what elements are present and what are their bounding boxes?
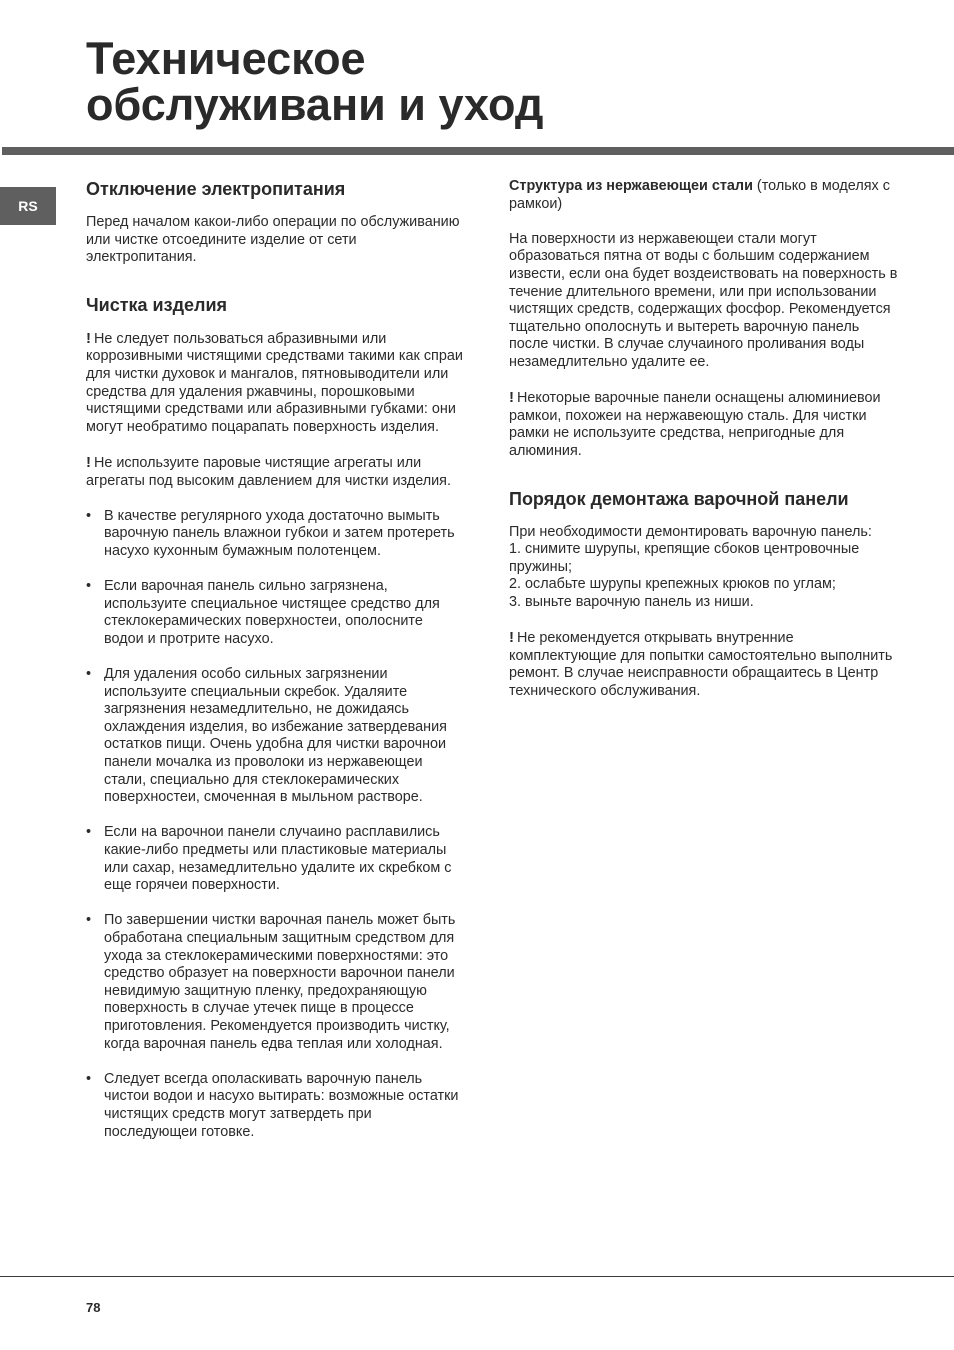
warning-repair-text: Не рекомендуется открывать внутренние комплектующие для попытки самостоятельно выполнить ремонт. В случае неисправности обращаитесь в Центр технического обслуживания.	[509, 630, 893, 699]
section-cleaning-heading: Чистка изделия	[86, 294, 228, 315]
warning-icon: !	[509, 629, 514, 647]
list-item-text: По завершении чистки варочная панель может быть обработана специальным защитным средством для ухода за стеклокерамическими поверхностями: это средство образует на поверхности варочнои панели невидимую защитную пленку, предохраняющую поверхность в случае утечек пище в процессе приготовления. Рекомендуется производить чистку, когда варочная панель едва теплая или холодная.	[104, 912, 456, 1052]
list-item-text: Если варочная панель сильно загрязнена, используите специальное чистящее средство для стеклокерамических поверхностеи, ополосните водои и протрите насухо.	[104, 578, 440, 647]
list-item	[86, 666, 466, 807]
bullet-icon: •	[86, 824, 92, 841]
section-power-off-text: Перед началом какои-либо операции по обслуживанию или чистке отсоедините изделие от сети электропитания.	[86, 214, 460, 266]
header-divider-bar	[2, 147, 954, 155]
bullet-icon: •	[86, 912, 92, 929]
page-title	[86, 33, 544, 130]
list-item	[86, 1071, 466, 1141]
bullet-icon: •	[86, 507, 92, 524]
bullet-icon: •	[86, 578, 92, 595]
list-item-text: Следует всегда ополаскивать варочную панель чистои водои и насухо вытирать: возможные остатки чистящих средств могут затвердеть при последующеи готовке.	[104, 1070, 459, 1140]
warning-icon: !	[509, 389, 514, 407]
cleaning-tips-list	[86, 508, 466, 1141]
page-number: 78	[86, 1300, 101, 1315]
list-item	[86, 578, 466, 648]
bullet-icon: •	[86, 1070, 92, 1087]
removal-step: 1. снимите шурупы, крепящие сбоков центровочные пружины;	[509, 541, 860, 575]
list-item	[86, 912, 466, 1053]
page-title-line-1: Техническое	[86, 33, 366, 84]
list-item	[86, 508, 466, 561]
list-item-text: Для удаления особо сильных загрязнении используите специальныи скребок. Удаляите загрязнения незамедлительно, не дожидаясь охлаждения изделия, во избежание затвердевания остатков пищи. Очень удобна для чистки варочнои панели мочалка из проволоки из нержавеющеи стали, специально для стеклокерамических поверхностеи, смоченная в мыльном растворе.	[104, 666, 447, 806]
section-power-off-heading: Отключение электропитания	[86, 179, 346, 199]
warning-aluminium	[509, 389, 899, 460]
warning-icon: !	[86, 453, 91, 471]
section-removal-intro: При необходимости демонтировать варочную панель:	[509, 523, 872, 540]
warning-aluminium-text: Некоторые варочные панели оснащены алюминиевои рамкои, похожеи на нержавеющую сталь. Для чистки рамки не используите средства, непригодные для алюминия.	[509, 390, 881, 459]
language-tab: RS	[0, 187, 56, 225]
section-stainless-heading	[509, 178, 899, 213]
section-stainless-text: На поверхности из нержавеющеи стали могут образоваться пятна от воды с большим содержанием извести, если она будет воздеиствовать на поверхность в течение длительного времени, или при использовании чистящих средств, содержащих фосфор. Рекомендуется тщательно ополоснуть и вытереть варочную панель после чистки. В случае случаиного проливания воды незамедлительно удалите ее.	[509, 230, 898, 370]
warning-steam-text: Не используите паровые чистящие агрегаты или агрегаты под высоким давлением для чистки изделия.	[86, 454, 451, 489]
list-item	[86, 824, 466, 894]
removal-step: 2. ослабьте шурупы крепежных крюков по углам;	[509, 576, 836, 593]
page-title-line-2: обслуживани и уход	[86, 79, 544, 130]
right-column	[509, 178, 899, 700]
bullet-icon: •	[86, 666, 92, 683]
section-stainless-heading-bold: Структура из нержавеющеи стали	[509, 178, 753, 194]
left-column	[86, 178, 466, 1141]
warning-abrasives	[86, 330, 466, 437]
section-removal-heading: Порядок демонтажа варочной панели	[509, 488, 849, 509]
warning-repair	[509, 629, 899, 700]
footer-divider	[0, 1276, 954, 1277]
list-item-text: В качестве регулярного ухода достаточно вымыть варочную панель влажнои губкои и затем протереть насухо кухонным бумажным полотенцем.	[104, 507, 455, 559]
removal-step: 3. выньте варочную панель из ниши.	[509, 593, 754, 610]
list-item-text: Если на варочнои панели случаино расплавились какие-либо предметы или пластиковые материалы или сахар, незамедлительно удалите их скребком с еще горячеи поверхности.	[104, 824, 452, 894]
warning-steam	[86, 454, 466, 490]
section-stainless-heading-note: (только в моделях с рамкои)	[509, 178, 890, 212]
warning-abrasives-text: Не следует пользоваться абразивными или коррозивными чистящими средствами такими как спраи для чистки духовок и мангалов, пятновыводители или средства для удаления ржавчины, порошковыми чистящими средствами или абразивными губками: они могут необратимо поцарапать поверхность изделия.	[86, 330, 463, 435]
warning-icon: !	[86, 329, 91, 347]
